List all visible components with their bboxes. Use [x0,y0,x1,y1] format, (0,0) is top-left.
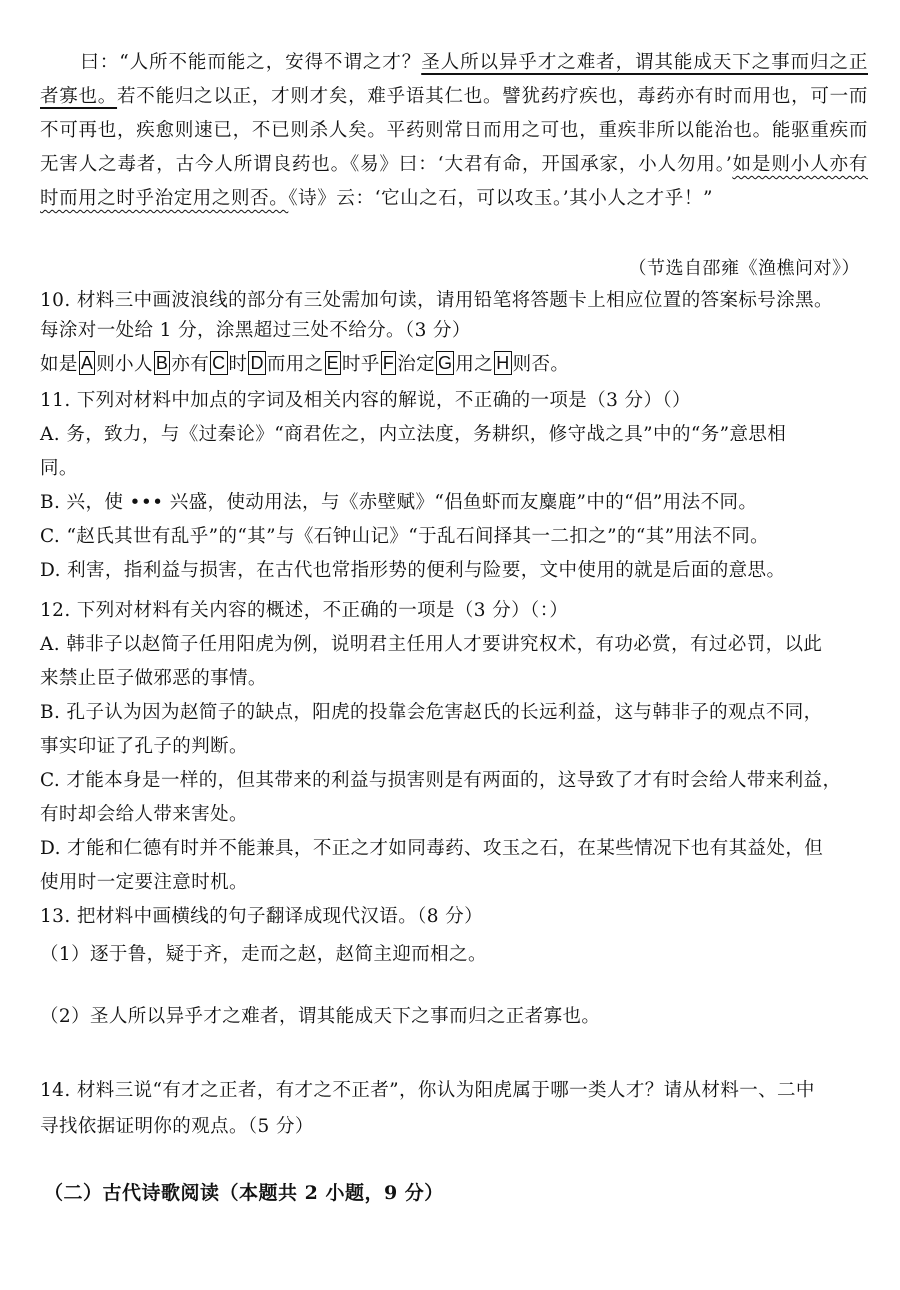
q12-option-c[interactable]: C. 才能本身是一样的，但其带来的利益与损害则是有两面的，这导致了才有时会给人带来利益， [40,770,842,791]
section-heading-poetry: （二）古代诗歌阅读（本题共 2 小题，9 分） [44,1182,444,1204]
q11-stem: 11. 下列对材料中加点的字词及相关内容的解说，不正确的一项是（3 分）（） [40,390,691,411]
q10-segment: 则否。 [512,354,570,375]
q10-label-box[interactable]: G [438,353,453,373]
question-13 [40,902,870,1032]
q11-option-c[interactable]: C. “赵氏其世有乱乎”的“其”与《石钟山记》“于乱石间择其一二扣之”的“其”用法不同。 [40,526,770,547]
classical-passage [40,46,868,216]
q10-label-box[interactable]: A [80,353,94,373]
q12-option-b[interactable]: B. 孔子认为因为赵简子的缺点，阳虎的投靠会危害赵氏的长远利益，这与韩非子的观点不同， [40,702,823,723]
q10-segment: 如是 [40,354,78,375]
q12-option-d[interactable]: D. 才能和仁德有时并不能兼具，不正之才如同毒药、攻玉之石，在某些情况下也有其益处，但 [40,838,824,859]
q10-stem-line1: 10. 材料三中画波浪线的部分有三处需加句读，请用铅笔将答题卡上相应位置的答案标号涂黑。 [40,290,833,311]
q14-stem-line2: 寻找依据证明你的观点。（5 分） [40,1116,314,1137]
q13-sentence-1: （1）逐于鲁，疑于齐，走而之赵，赵简主迎而相之。 [40,944,487,965]
question-10 [40,286,870,380]
q10-segment: 而用之 [266,354,324,375]
q13-answer-space-1[interactable] [40,970,870,1002]
question-14 [40,1076,870,1142]
q10-segment: 亦有 [171,354,210,375]
passage-source: （节选自邵雍《渔樵问对》） [628,258,860,279]
q10-segment: 时乎 [341,354,380,375]
q10-segment: 则小人 [96,354,153,375]
q13-stem: 13. 把材料中画横线的句子翻译成现代汉语。（8 分） [40,906,484,927]
q13-sentence-2: （2）圣人所以异乎才之难者，谓其能成天下之事而归之正者寡也。 [40,1006,601,1027]
question-11 [40,386,870,586]
q10-label-box[interactable]: H [496,353,510,373]
passage-wavy-sentence: 如是则小人亦有时而用之时乎治定用之则否。 [40,154,868,209]
question-12 [40,596,870,898]
q10-label-box[interactable]: B [155,353,169,373]
q10-segment: 用之 [455,354,494,375]
q10-stem-line2: 每涂对一处给 1 分，涂黑超过三处不给分。（3 分） [40,320,471,341]
q14-stem-line1: 14. 材料三说“有才之正者，有才之不正者”，你认为阳虎属于哪一类人才？请从材料一、二中 [40,1080,815,1101]
q10-label-box[interactable]: E [326,353,339,373]
q10-label-box[interactable]: C [212,353,226,373]
q11-option-d[interactable]: D. 利害，指利益与损害，在古代也常指形势的便利与险要，文中使用的就是后面的意思。 [40,560,786,581]
q12-option-d-cont: 使用时一定要注意时机。 [40,872,248,893]
q10-label-box[interactable]: D [250,353,264,373]
passage-underlined-sentence: 圣人所以异乎才之难者，谓其能成天下之事而归之正者寡也。 [40,52,868,107]
q11-option-b[interactable]: B. 兴，使 ••• 兴盛，使动用法，与《赤壁赋》“侣鱼虾而友麋鹿”中的“侣”用法不同。 [40,492,758,513]
q12-option-a-cont: 来禁止臣子做邪恶的事情。 [40,668,267,689]
q10-segment: 治定 [397,354,435,375]
q10-label-box[interactable]: F [382,353,395,373]
q12-stem: 12. 下列对材料有关内容的概述，不正确的一项是（3 分）（：） [40,600,569,621]
q10-punctuation-options [40,350,870,380]
passage-text-3: 《诗》云：‘它山之石，可以攻玉。’其小人之才乎！” [288,188,714,209]
q12-option-b-cont: 事实印证了孔子的判断。 [40,736,248,757]
q11-option-a-cont: 同。 [40,458,78,479]
q12-option-c-cont: 有时却会给人带来害处。 [40,804,248,825]
q10-segment: 时 [228,354,248,375]
q11-option-a[interactable]: A. 务，致力，与《过秦论》“商君佐之，内立法度，务耕织，修守战之具”中的“务”意思相 [40,424,787,445]
passage-text-1: 曰：“人所不能而能之，安得不谓之才？ [80,52,422,73]
passage-text-2: 若不能归之以正，才则才矣，难乎语其仁也。譬犹药疗疾也，毒药亦有时而用也，可一而不可再也，疾愈则速已，不已则杀人矣。平药则常日而用之可也，重疾非所以能治也。能驱重疾而无害人之毒者，古今人所谓良药也。《易》曰：‘大君有命，开国承家，小人勿用。’ [40,86,869,175]
q12-option-a[interactable]: A. 韩非子以赵简子任用阳虎为例，说明君主任用人才要讲究权术，有功必赏，有过必罚，以此 [40,634,823,655]
